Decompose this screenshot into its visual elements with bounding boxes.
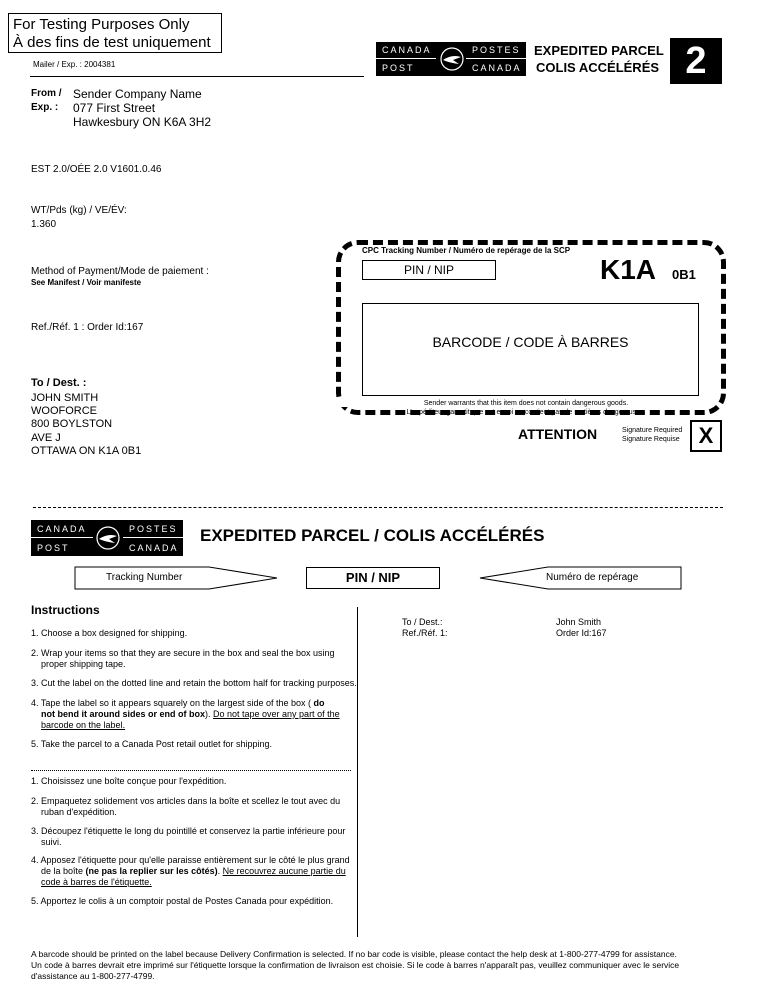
- to-line-5: OTTAWA ON K1A 0B1: [31, 445, 142, 457]
- instruction-en-2: 2. Wrap your items so that they are secure in the box and seal the box using proper shipping tape.: [31, 648, 335, 669]
- pin-box: [362, 260, 496, 280]
- reperage-label: Numéro de repérage: [546, 572, 639, 583]
- to-line-2: WOOFORCE: [31, 405, 97, 417]
- eagle-icon: [440, 46, 464, 72]
- logo-post: POST: [37, 543, 70, 553]
- pin-label: PIN / NIP: [403, 263, 454, 277]
- tracking-title: CPC Tracking Number / Numéro de repérage de la SCP: [362, 246, 571, 255]
- instruction-en-1: 1. Choose a box designed for shipping.: [31, 628, 188, 638]
- from-city: Hawkesbury ON K6A 3H2: [73, 115, 212, 129]
- logo-canada: CANADA: [382, 45, 432, 55]
- canada-post-logo: [376, 42, 526, 76]
- weight-label: WT/Pds (kg) / VE/ÉV:: [31, 205, 127, 216]
- footer-en: A barcode should be printed on the label because Delivery Confirmation is selected. If no bar code is visible, please contact the help desk at 1-800-277-4799 for assistance.: [31, 949, 677, 959]
- testing-line-en: For Testing Purposes Only: [13, 16, 190, 33]
- mailer-number: Mailer / Exp. : 2004381: [33, 60, 116, 69]
- payment-value: See Manifest / Voir manifeste: [31, 278, 142, 287]
- tracking-number-label: Tracking Number: [106, 572, 183, 583]
- instruction-fr-1: 1. Choisissez une boîte conçue pour l'expédition.: [31, 776, 227, 786]
- barcode-area: [362, 303, 699, 396]
- instructions-divider: [357, 607, 358, 937]
- testing-line-fr: À des fins de test uniquement: [13, 34, 211, 51]
- instruction-fr-4: 4. Apposez l'étiquette pour qu'elle paraisse entièrement sur le côté le plus grand de la boîte (ne pas la replier sur les côtés). Ne recouvrez aucune partie du code à barres de l'étiquette.: [31, 855, 350, 887]
- bottom-pin-label: PIN / NIP: [345, 570, 401, 585]
- warranty-en: Sender warrants that this item does not contain dangerous goods.: [338, 400, 714, 407]
- est-version: EST 2.0/OÉE 2.0 V1601.0.46: [31, 164, 162, 175]
- logo-canada-fr: CANADA: [472, 63, 522, 73]
- eagle-icon: [96, 525, 120, 551]
- footer-fr: Un code à barres devrait etre imprimé sur l'étiquette lorsque la confirmation de livraison est choisie. Si le code à barres n'apparaît pas, veuillez communiquer avec le service: [31, 960, 680, 970]
- instruction-en-4: 4. Tape the label so it appears squarely on the largest side of the box ( do not bend it around sides or end of box). Do not tape over any part of the barcode on the label.: [31, 698, 340, 730]
- canada-post-logo-bottom: [31, 520, 183, 556]
- service-en: EXPEDITED PARCEL: [534, 43, 664, 58]
- service-number: 2: [670, 38, 722, 84]
- logo-canada: CANADA: [37, 524, 87, 534]
- from-address: 077 First Street: [73, 101, 156, 115]
- signature-checkbox: X: [690, 420, 722, 452]
- bottom-pin-box: [306, 567, 440, 589]
- testing-banner: [8, 13, 222, 53]
- instruction-en-5: 5. Take the parcel to a Canada Post retail outlet for shipping.: [31, 739, 272, 749]
- from-label-fr: Exp. :: [31, 102, 59, 113]
- ref-label: Ref./Réf. 1:: [402, 628, 448, 638]
- dest-value: John Smith: [556, 617, 602, 627]
- signature-requise: Signature Requise: [622, 436, 680, 443]
- service-fr: COLIS ACCÉLÉRÉS: [536, 60, 660, 75]
- dest-label: To / Dest.:: [402, 617, 443, 627]
- from-label: From /: [31, 88, 62, 99]
- logo-postes: POSTES: [472, 45, 521, 55]
- postal-ldu: 0B1: [672, 267, 696, 282]
- logo-postes: POSTES: [129, 524, 178, 534]
- to-line-4: AVE J: [31, 432, 61, 444]
- to-label: To / Dest. :: [31, 377, 87, 389]
- ref-value: Order Id:167: [556, 628, 607, 638]
- logo-post: POST: [382, 63, 415, 73]
- instructions-title: Instructions: [31, 603, 100, 617]
- instruction-fr-3: 3. Découpez l'étiquette le long du pointillé et conservez la partie inférieure pour suivi.: [31, 826, 346, 847]
- attention-label: ATTENTION: [518, 426, 598, 442]
- from-name: Sender Company Name: [73, 87, 202, 101]
- postal-fsa: K1A: [600, 254, 657, 285]
- bottom-title: EXPEDITED PARCEL / COLIS ACCÉLÉRÉS: [200, 526, 545, 545]
- instruction-fr-5: 5. Apportez le colis à un comptoir postal de Postes Canada pour expédition.: [31, 896, 334, 906]
- cut-line: [33, 507, 723, 508]
- payment-label: Method of Payment/Mode de paiement :: [31, 266, 209, 277]
- instruction-fr-2: 2. Empaquetez solidement vos articles dans la boîte et scellez le tout avec du ruban d'expédition.: [31, 796, 341, 817]
- warranty-fr: L'expéditeur garantit que cet envoi ne contient pas de matières dangereuses.: [406, 409, 646, 416]
- language-divider: [31, 770, 351, 771]
- footer-fr-2: d'assistance au 1-800-277-4799.: [31, 971, 155, 981]
- weight-value: 1.360: [31, 219, 57, 230]
- signature-required: Signature Required: [622, 427, 683, 434]
- to-line-1: JOHN SMITH: [31, 392, 99, 404]
- reference: Ref./Réf. 1 : Order Id:167: [31, 322, 144, 333]
- barcode-placeholder: BARCODE / CODE À BARRES: [432, 334, 629, 350]
- header-rule: [30, 76, 364, 77]
- instruction-en-3: 3. Cut the label on the dotted line and retain the bottom half for tracking purposes.: [31, 678, 357, 688]
- logo-canada-fr: CANADA: [129, 543, 179, 553]
- to-line-3: 800 BOYLSTON: [31, 418, 113, 430]
